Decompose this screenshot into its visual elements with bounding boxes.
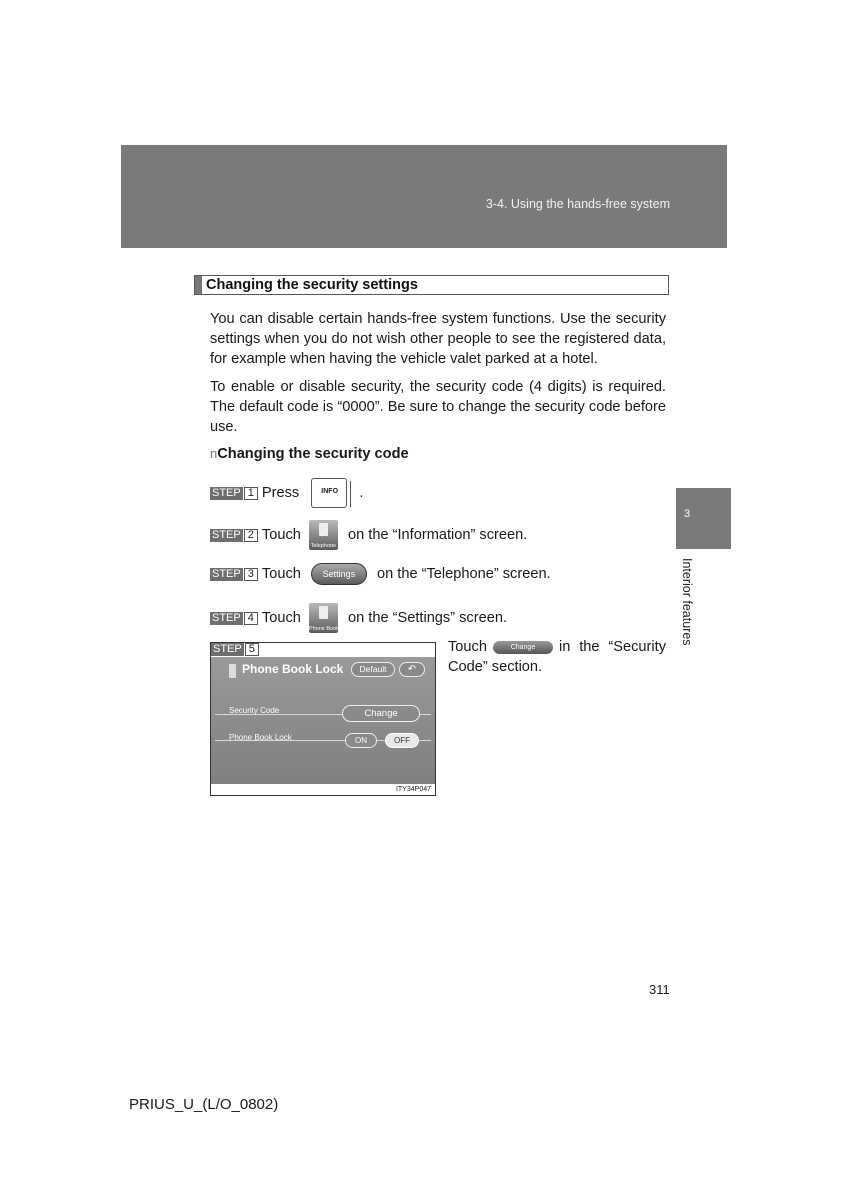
phone-book-lock-screen — [211, 657, 435, 784]
phone-book-lock-icon: Phone Book Lock — [309, 603, 338, 633]
header-band — [121, 145, 727, 248]
step-text-before: Touch — [448, 639, 487, 655]
step-badge: STEP 4 — [210, 612, 258, 625]
info-button-icon: INFO — [311, 478, 347, 508]
screen-title: Phone Book Lock — [242, 662, 344, 676]
change-button-icon: Change — [493, 641, 553, 654]
section-heading: Changing the security settings — [206, 277, 418, 293]
step-text-before: Touch — [261, 610, 301, 626]
step-badge: STEP 5 — [211, 643, 259, 656]
step-badge: STEP 1 — [210, 487, 258, 500]
subsection-heading — [210, 446, 409, 462]
intro-paragraph: You can disable certain hands-free system functions. Use the security settings when you do not wish other people to see the registered data, for example when having the vehicle valet parked at a hotel. — [210, 311, 666, 367]
phone-icon — [229, 664, 236, 678]
step-text-before: Press — [261, 485, 300, 501]
heading-accent-bar — [195, 276, 202, 294]
step-badge: STEP 3 — [210, 568, 258, 581]
step-text-after: on the “Information” screen. — [348, 527, 528, 543]
on-button[interactable]: ON — [345, 733, 377, 748]
bullet-marker: n — [210, 446, 218, 461]
step-badge: STEP 2 — [210, 529, 258, 542]
step-3 — [210, 562, 551, 586]
step-2 — [210, 520, 528, 549]
default-button[interactable]: Default — [351, 662, 395, 677]
step-text-before: Touch — [261, 527, 301, 543]
step-text-before: Touch — [261, 566, 301, 583]
step-5-screen-figure — [210, 642, 436, 796]
chapter-number: 3 — [684, 508, 691, 520]
step-text-after: on the “Telephone” screen. — [377, 566, 551, 583]
step-5-text — [448, 637, 666, 677]
step-text-after: . — [359, 485, 364, 501]
off-button[interactable]: OFF — [385, 733, 419, 748]
phone-book-lock-label: Phone Book Lock — [229, 733, 292, 742]
header-section-title: 3-4. Using the hands-free system — [485, 197, 670, 211]
step-text-after: on the “Settings” screen. — [348, 610, 507, 626]
security-code-paragraph: To enable or disable security, the security code (4 digits) is required. The default code is “0000”. Be sure to change the security code before use. — [210, 379, 666, 435]
step-text-after: in the “Security Code” section. — [448, 639, 666, 675]
chapter-label: Interior features — [680, 558, 694, 646]
subsection-title: Changing the security code — [217, 446, 409, 462]
step-4 — [210, 603, 507, 632]
section-heading-box — [194, 275, 669, 295]
security-code-label: Security Code — [229, 706, 280, 715]
back-icon[interactable]: ↶ — [399, 662, 425, 677]
footer-document-code: PRIUS_U_(L/O_0802) — [129, 1096, 279, 1113]
settings-button-icon: Settings — [311, 563, 367, 585]
chapter-tab — [676, 488, 731, 549]
figure-code: ITY34P047 — [395, 786, 431, 793]
change-button[interactable]: Change — [342, 705, 420, 722]
telephone-icon: Telephone — [309, 520, 338, 550]
page-number: 311 — [649, 982, 670, 997]
step-1 — [210, 478, 363, 502]
